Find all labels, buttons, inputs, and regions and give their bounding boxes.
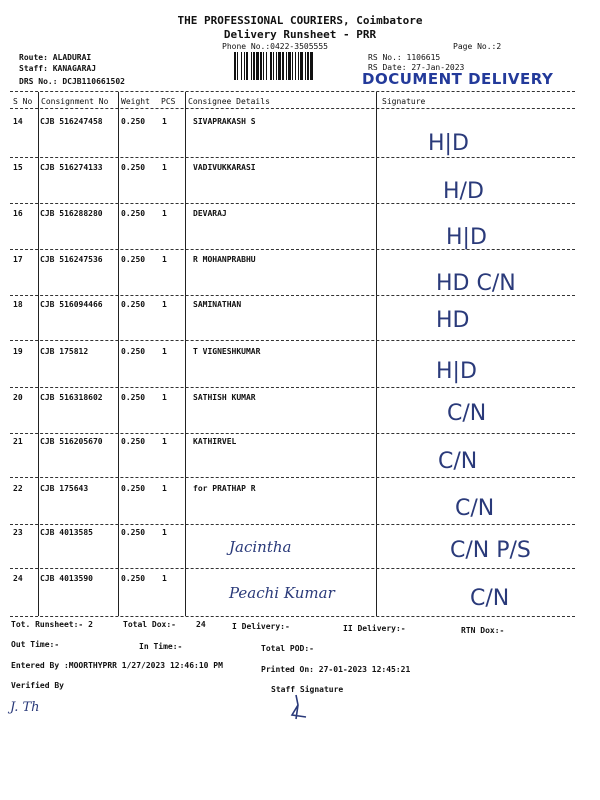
column-line bbox=[376, 92, 377, 616]
ii-delivery: II Delivery:- bbox=[343, 624, 406, 633]
row-divider bbox=[10, 157, 575, 158]
row-signature: C/N bbox=[447, 401, 487, 426]
row-signature: C/N bbox=[455, 496, 495, 521]
total-dox-label: Total Dox:- bbox=[123, 620, 176, 629]
row-divider bbox=[10, 387, 575, 388]
total-pod: Total POD:- bbox=[261, 644, 314, 653]
row-divider bbox=[10, 203, 575, 204]
out-time: Out Time:- bbox=[11, 640, 60, 649]
row-weight: 0.250 bbox=[121, 484, 146, 493]
row-pcs: 1 bbox=[162, 347, 167, 356]
verified-by: Verified By bbox=[11, 681, 64, 690]
row-divider bbox=[10, 433, 575, 434]
row-consignment: CJB 4013585 bbox=[40, 528, 93, 537]
row-consignee: R MOHANPRABHU bbox=[193, 255, 256, 264]
row-consignee: SIVAPRAKASH S bbox=[193, 117, 256, 126]
row-sno: 21 bbox=[13, 437, 23, 446]
row-consignee: DEVARAJ bbox=[193, 209, 227, 218]
row-divider bbox=[10, 295, 575, 296]
row-consignment: CJB 516274133 bbox=[40, 163, 103, 172]
row-divider bbox=[10, 249, 575, 250]
row-consignment: CJB 516247458 bbox=[40, 117, 103, 126]
row-consignee: SAMINATHAN bbox=[193, 300, 242, 309]
row-divider bbox=[10, 340, 575, 341]
col-weight: Weight bbox=[121, 97, 150, 106]
row-consignment: CJB 516094466 bbox=[40, 300, 103, 309]
row-consignee: VADIVUKKARASI bbox=[193, 163, 256, 172]
row-sno: 22 bbox=[13, 484, 23, 493]
row-consignment: CJB 516318602 bbox=[40, 393, 103, 402]
col-pcs: PCS bbox=[161, 97, 176, 106]
staff-signature-label: Staff Signature bbox=[271, 685, 344, 694]
row-sno: 14 bbox=[13, 117, 23, 126]
row-pcs: 1 bbox=[162, 163, 167, 172]
column-line bbox=[185, 92, 186, 616]
page-number: Page No.:2 bbox=[453, 42, 502, 51]
row-weight: 0.250 bbox=[121, 574, 146, 583]
row-sno: 19 bbox=[13, 347, 23, 356]
row-divider bbox=[10, 524, 575, 525]
row-weight: 0.250 bbox=[121, 393, 146, 402]
row-sno: 17 bbox=[13, 255, 23, 264]
row-signature: H|D bbox=[436, 359, 477, 384]
row-consignment: CJB 175812 bbox=[40, 347, 89, 356]
entered-by: Entered By :MOORTHYPRR 1/27/2023 12:46:10 PM bbox=[11, 661, 223, 670]
row-signature: HD C/N bbox=[436, 271, 516, 296]
row-consignment: CJB 175643 bbox=[40, 484, 89, 493]
staff-label: Staff: KANAGARAJ bbox=[19, 64, 97, 73]
row-weight: 0.250 bbox=[121, 437, 146, 446]
i-delivery: I Delivery:- bbox=[232, 622, 290, 631]
company-title: THE PROFESSIONAL COURIERS, Coimbatore bbox=[177, 14, 423, 27]
drs-number: DRS No.: DCJB110661502 bbox=[19, 77, 125, 86]
row-signature: H|D bbox=[428, 131, 469, 156]
rtn-dox: RTN Dox:- bbox=[461, 626, 505, 635]
barcode bbox=[234, 52, 358, 80]
row-pcs: 1 bbox=[162, 437, 167, 446]
row-sno: 15 bbox=[13, 163, 23, 172]
row-sno: 20 bbox=[13, 393, 23, 402]
row-consignment: CJB 516288280 bbox=[40, 209, 103, 218]
total-dox-value: 24 bbox=[196, 620, 206, 629]
row-weight: 0.250 bbox=[121, 347, 146, 356]
row-handwritten-name: Peachi Kumar bbox=[229, 584, 335, 602]
in-time: In Time:- bbox=[139, 642, 183, 651]
staff-signature-mark bbox=[284, 693, 314, 723]
row-pcs: 1 bbox=[162, 574, 167, 583]
row-weight: 0.250 bbox=[121, 117, 146, 126]
row-consignment: CJB 4013590 bbox=[40, 574, 93, 583]
row-pcs: 1 bbox=[162, 209, 167, 218]
row-sno: 23 bbox=[13, 528, 23, 537]
column-line bbox=[38, 92, 39, 616]
row-sno: 24 bbox=[13, 574, 23, 583]
row-signature: HD bbox=[436, 308, 470, 333]
tot-runsheet: Tot. Runsheet:- 2 bbox=[11, 620, 93, 629]
row-pcs: 1 bbox=[162, 393, 167, 402]
row-signature: H/D bbox=[443, 179, 484, 204]
row-pcs: 1 bbox=[162, 484, 167, 493]
divider bbox=[10, 616, 575, 617]
col-consignment: Consignment No bbox=[41, 97, 109, 106]
sheet-title: Delivery Runsheet - PRR bbox=[223, 28, 377, 41]
divider bbox=[10, 91, 575, 92]
route-label: Route: ALADURAI bbox=[19, 53, 92, 62]
row-pcs: 1 bbox=[162, 117, 167, 126]
row-sno: 16 bbox=[13, 209, 23, 218]
rs-number: RS No.: 1106615 bbox=[368, 53, 441, 62]
row-pcs: 1 bbox=[162, 528, 167, 537]
row-divider bbox=[10, 568, 575, 569]
row-consignee: KATHIRVEL bbox=[193, 437, 237, 446]
col-sno: S No bbox=[13, 97, 33, 106]
row-signature: C/N bbox=[438, 449, 478, 474]
printed-on: Printed On: 27-01-2023 12:45:21 bbox=[261, 665, 411, 674]
barcode-bar bbox=[313, 52, 314, 80]
col-consignee: Consignee Details bbox=[188, 97, 270, 106]
rs-date: RS Date: 27-Jan-2023 bbox=[368, 63, 465, 72]
divider bbox=[10, 108, 575, 109]
row-divider bbox=[10, 477, 575, 478]
row-weight: 0.250 bbox=[121, 209, 146, 218]
document-delivery-stamp: DOCUMENT DELIVERY bbox=[362, 70, 554, 88]
row-handwritten-name: Jacintha bbox=[229, 538, 292, 556]
phone-number: Phone No.:0422-3505555 bbox=[222, 42, 328, 51]
row-sno: 18 bbox=[13, 300, 23, 309]
row-consignment: CJB 516205670 bbox=[40, 437, 103, 446]
row-signature: C/N P/S bbox=[450, 538, 531, 563]
col-signature: Signature bbox=[382, 97, 426, 106]
row-weight: 0.250 bbox=[121, 528, 146, 537]
verifier-signature: J. Th bbox=[10, 700, 40, 715]
row-pcs: 1 bbox=[162, 255, 167, 264]
row-signature: H|D bbox=[446, 225, 487, 250]
row-consignee: for PRATHAP R bbox=[193, 484, 256, 493]
row-weight: 0.250 bbox=[121, 163, 146, 172]
column-line bbox=[118, 92, 119, 616]
row-signature: C/N bbox=[470, 586, 510, 611]
row-weight: 0.250 bbox=[121, 300, 146, 309]
row-consignee: SATHISH KUMAR bbox=[193, 393, 256, 402]
row-weight: 0.250 bbox=[121, 255, 146, 264]
row-consignment: CJB 516247536 bbox=[40, 255, 103, 264]
row-consignee: T VIGNESHKUMAR bbox=[193, 347, 261, 356]
row-pcs: 1 bbox=[162, 300, 167, 309]
